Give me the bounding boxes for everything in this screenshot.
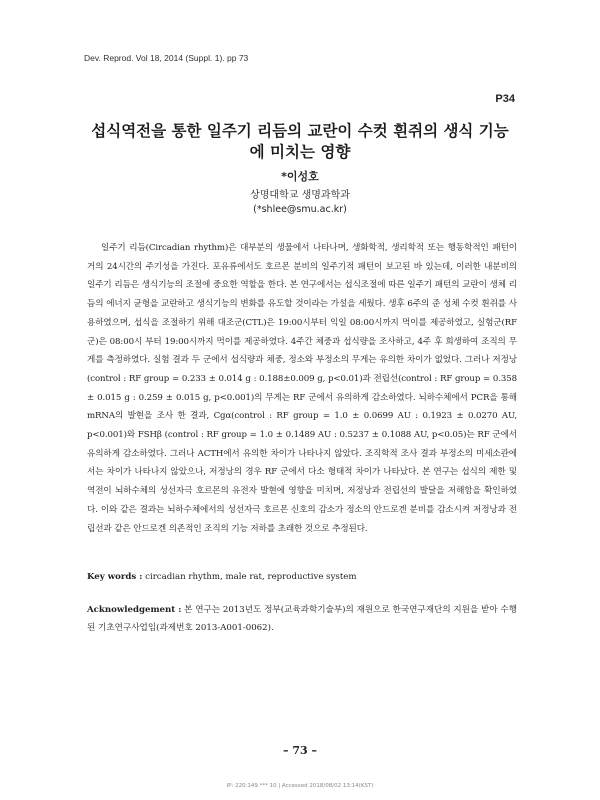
paper-title: 섭식역전을 통한 일주기 리듬의 교란이 수컷 흰쥐의 생식 기능에 미치는 영향	[91, 122, 509, 161]
acknowledgement-label: Acknowledgement :	[87, 605, 182, 615]
abstract-body: 일주기 리듬(Circadian rhythm)은 대부분의 생물에서 나타나며, 생화학적, 생리학적 또는 행동학적인 패턴이 거의 24시간의 주기성을 가진다. 포유류에서도 호르몬 분비의 일주기적 패턴이 보고된 바 있는데, 이러한 내분비의 일주기 리듬은 생식기능의 조절에 중요한 역할을 한다. 본 연구에서는 섭식조절에 따른 일주기 패턴의 교란이 생체 리듬의 에너지 균형을 교란하고 생식기능의 변화를 유도할 것이라는 가설을 세웠다. 생후 6주의 준 성체 수컷 흰쥐를 사용하였으며, 섭식을 조절하기 위해 대조군(CTL)은 19:00시부터 익일 08:00시까지 먹이를 제공하였고, 실험군(RF 군)은 08:00시 부터 19:00시까지 먹이를 제공하였다. 4주간 체중과 섭식량을 조사하고, 4주 후 희생하여 조직의 무게를 측정하였다. 실험 결과 두 군에서 섭식량과 체중, 정소와 부정소의 무게는 유의한 차이가 없었다. 그러나 저정낭(control : RF group = 0.233 ± 0.014 g : 0.188±0.009 g, p<0.01)과 전립선(control : RF group = 0.358 ± 0.015 g : 0.259 ± 0.015 g, p<0.001)의 무게는 RF 군에서 유의하게 감소하였다. 뇌하수체에서 PCR을 통해 mRNA의 발현을 조사 한 결과, Cgα(control : RF group = 1.0 ± 0.0699 AU : 0.1923 ± 0.0270 AU, p<0.001)와 FSHβ (control : RF group = 1.0 ± 0.1489 AU : 0.5237 ± 0.1088 AU, p<0.05)는 RF 군에서 유의하게 감소하였다. 그러나 ACTH에서 유의한 차이가 나타나지 않았다. 조직학적 조사 결과 부정소의 미세소관에서는 차이가 나타나지 않았으나, 저정낭의 경우 RF 군에서 다소 형태적 차이가 나타났다. 본 연구는 섭식의 제한 및 역전이 뇌하수체의 성선자극 호르몬의 유전자 발현에 영향을 미치며, 저정낭과 전립선의 발달을 저해함을 확인하였다. 이와 같은 결과는 뇌하수체에서의 성선자극 호르몬 신호의 감소가 정소의 안드로겐 분비를 감소시켜 저정낭과 전립선과 같은 안드로겐 의존적인 조직의 기능 저하를 초래한 것으로 추정된다.	[87, 243, 517, 534]
author-name: *이성호	[281, 170, 319, 183]
author-affiliation: 상명대학교 생명과학과	[250, 190, 350, 201]
acknowledgement	[87, 602, 517, 637]
poster-id: P34	[495, 93, 515, 105]
keywords	[87, 569, 517, 585]
keywords-label: Key words :	[87, 572, 143, 582]
journal-citation: Dev. Reprod. Vol 18, 2014 (Suppl. 1). pp 73	[84, 53, 249, 63]
acknowledgement-text: 본 연구는 2013년도 정부(교육과학기술부)의 재원으로 한국연구재단의 지원을 받아 수행된 기초연구사업임(과제번호 2013-A001-0062).	[87, 605, 517, 633]
page-number: – 73 –	[283, 744, 317, 757]
author-email: (*shlee@smu.ac.kr)	[253, 204, 347, 215]
keywords-text: circadian rhythm, male rat, reproductive system	[145, 572, 357, 582]
access-info: IP: 220.149.*** 10 | Accessed 2018/08/02 13:14(KST)	[226, 783, 374, 789]
